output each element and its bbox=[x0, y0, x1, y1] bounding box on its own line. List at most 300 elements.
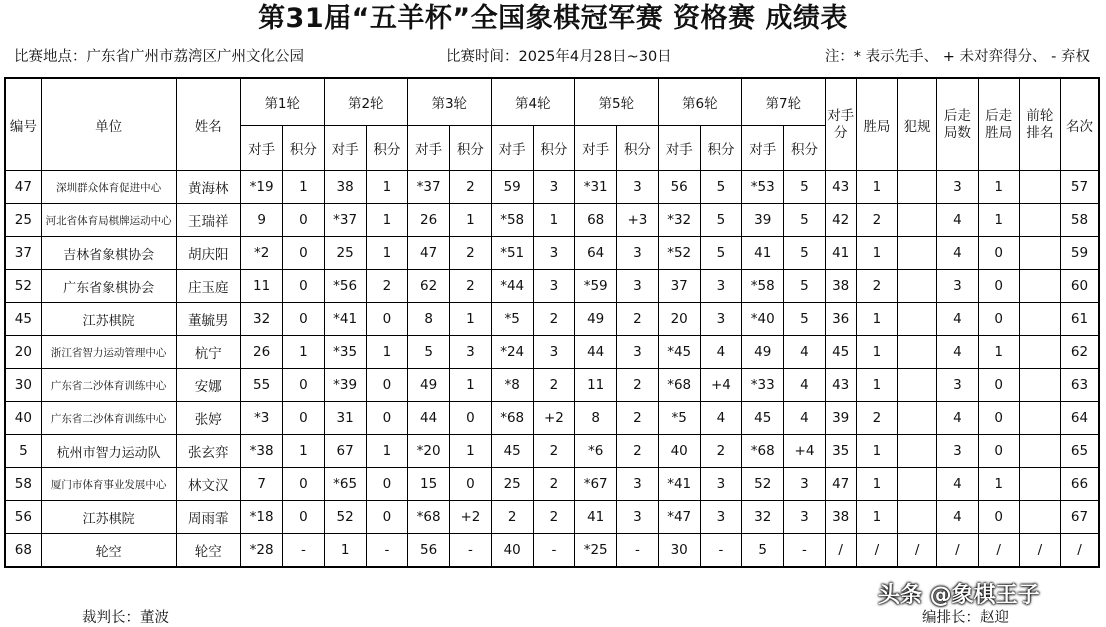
table-row bbox=[5, 336, 1099, 369]
round-4-opponent: 40 bbox=[491, 534, 533, 568]
opponent-score: / bbox=[825, 534, 856, 568]
header-points: 积分 bbox=[366, 126, 407, 171]
round-1-points: 0 bbox=[283, 501, 324, 534]
place: 61 bbox=[1061, 303, 1099, 336]
header-opponent: 对手 bbox=[575, 126, 617, 171]
player-number: 37 bbox=[5, 237, 41, 270]
opponent-score: 41 bbox=[825, 237, 856, 270]
header-fouls: 犯规 bbox=[898, 78, 937, 171]
black-wins: 0 bbox=[978, 435, 1019, 468]
round-6-opponent: *32 bbox=[658, 204, 700, 237]
watermark: 头条 @象棋王子 bbox=[878, 583, 1040, 608]
round-5-points: 3 bbox=[617, 171, 658, 204]
player-number: 25 bbox=[5, 204, 41, 237]
round-4-opponent: *24 bbox=[491, 336, 533, 369]
round-1-opponent: 55 bbox=[240, 369, 282, 402]
round-4-opponent: *68 bbox=[491, 402, 533, 435]
black-games: 3 bbox=[937, 369, 978, 402]
header-previous-rank: 前轮排名 bbox=[1019, 78, 1060, 171]
round-6-points: 3 bbox=[700, 303, 741, 336]
player-name: 胡庆阳 bbox=[176, 237, 240, 270]
previous-rank bbox=[1019, 237, 1060, 270]
player-unit: 广东省二沙体育训练中心 bbox=[41, 369, 176, 402]
round-3-opponent: 26 bbox=[408, 204, 450, 237]
round-1-opponent: 11 bbox=[240, 270, 282, 303]
previous-rank bbox=[1019, 204, 1060, 237]
header-unit: 单位 bbox=[41, 78, 176, 171]
round-6-points: 4 bbox=[700, 336, 741, 369]
table-row bbox=[5, 468, 1099, 501]
wins: 2 bbox=[856, 402, 897, 435]
header-points: 积分 bbox=[784, 126, 825, 171]
opponent-score: 42 bbox=[825, 204, 856, 237]
round-1-opponent: *2 bbox=[240, 237, 282, 270]
round-1-points: 1 bbox=[283, 435, 324, 468]
player-unit: 江苏棋院 bbox=[41, 501, 176, 534]
round-6-opponent: *41 bbox=[658, 468, 700, 501]
player-number: 56 bbox=[5, 501, 41, 534]
round-5-points: +3 bbox=[617, 204, 658, 237]
round-7-opponent: 41 bbox=[742, 237, 784, 270]
round-6-opponent: *68 bbox=[658, 369, 700, 402]
black-games: 4 bbox=[937, 336, 978, 369]
round-1-opponent: *18 bbox=[240, 501, 282, 534]
black-wins: 1 bbox=[978, 204, 1019, 237]
round-2-opponent: 1 bbox=[324, 534, 366, 568]
player-unit: 广东省二沙体育训练中心 bbox=[41, 402, 176, 435]
player-unit: 厦门市体育事业发展中心 bbox=[41, 468, 176, 501]
round-7-opponent: *53 bbox=[742, 171, 784, 204]
wins: 1 bbox=[856, 501, 897, 534]
fouls bbox=[898, 171, 937, 204]
header-points: 积分 bbox=[450, 126, 491, 171]
round-5-points: 2 bbox=[617, 435, 658, 468]
round-5-points: 3 bbox=[617, 501, 658, 534]
place: 58 bbox=[1061, 204, 1099, 237]
round-2-points: 0 bbox=[366, 501, 407, 534]
fouls: / bbox=[898, 534, 937, 568]
player-name: 周雨霏 bbox=[176, 501, 240, 534]
round-7-opponent: *68 bbox=[742, 435, 784, 468]
place: 64 bbox=[1061, 402, 1099, 435]
round-4-points: 2 bbox=[533, 303, 574, 336]
round-5-points: 3 bbox=[617, 270, 658, 303]
opponent-score: 39 bbox=[825, 402, 856, 435]
fouls bbox=[898, 435, 937, 468]
venue-info: 比赛地点：广东省广州市荔湾区广州文化公园 bbox=[14, 49, 304, 65]
table-row bbox=[5, 204, 1099, 237]
header-points: 积分 bbox=[533, 126, 574, 171]
round-6-points: 5 bbox=[700, 204, 741, 237]
round-1-opponent: 7 bbox=[240, 468, 282, 501]
table-row bbox=[5, 237, 1099, 270]
round-7-points: +4 bbox=[784, 435, 825, 468]
wins: 2 bbox=[856, 204, 897, 237]
round-6-opponent: *52 bbox=[658, 237, 700, 270]
black-games: / bbox=[937, 534, 978, 568]
round-3-points: - bbox=[450, 534, 491, 568]
round-2-opponent: 52 bbox=[324, 501, 366, 534]
previous-rank bbox=[1019, 468, 1060, 501]
round-3-points: 3 bbox=[450, 336, 491, 369]
player-name: 董毓男 bbox=[176, 303, 240, 336]
round-7-points: 4 bbox=[784, 336, 825, 369]
round-6-points: 5 bbox=[700, 237, 741, 270]
round-1-points: - bbox=[283, 534, 324, 568]
opponent-score: 47 bbox=[825, 468, 856, 501]
round-3-points: 2 bbox=[450, 171, 491, 204]
header-wins: 胜局 bbox=[856, 78, 897, 171]
round-4-points: 2 bbox=[533, 435, 574, 468]
round-3-opponent: 56 bbox=[408, 534, 450, 568]
opponent-score: 36 bbox=[825, 303, 856, 336]
opponent-score: 38 bbox=[825, 501, 856, 534]
round-7-opponent: 32 bbox=[742, 501, 784, 534]
round-2-opponent: *35 bbox=[324, 336, 366, 369]
round-7-points: 5 bbox=[784, 270, 825, 303]
fouls bbox=[898, 501, 937, 534]
place: 65 bbox=[1061, 435, 1099, 468]
place: 57 bbox=[1061, 171, 1099, 204]
round-5-opponent: 41 bbox=[575, 501, 617, 534]
round-5-opponent: *67 bbox=[575, 468, 617, 501]
round-2-points: 1 bbox=[366, 237, 407, 270]
round-5-opponent: 8 bbox=[575, 402, 617, 435]
round-6-opponent: *47 bbox=[658, 501, 700, 534]
round-3-opponent: 15 bbox=[408, 468, 450, 501]
round-7-opponent: 5 bbox=[742, 534, 784, 568]
player-name: 张婷 bbox=[176, 402, 240, 435]
round-4-points: 3 bbox=[533, 171, 574, 204]
wins: 2 bbox=[856, 270, 897, 303]
black-wins: 1 bbox=[978, 468, 1019, 501]
round-1-points: 0 bbox=[283, 237, 324, 270]
round-5-opponent: *25 bbox=[575, 534, 617, 568]
round-5-opponent: 64 bbox=[575, 237, 617, 270]
black-games: 4 bbox=[937, 303, 978, 336]
round-2-points: 2 bbox=[366, 270, 407, 303]
round-6-points: 3 bbox=[700, 468, 741, 501]
round-4-opponent: *51 bbox=[491, 237, 533, 270]
wins: / bbox=[856, 534, 897, 568]
round-7-opponent: *40 bbox=[742, 303, 784, 336]
round-6-points: 5 bbox=[700, 171, 741, 204]
previous-rank bbox=[1019, 270, 1060, 303]
black-wins: 1 bbox=[978, 336, 1019, 369]
round-5-opponent: 44 bbox=[575, 336, 617, 369]
round-3-points: 1 bbox=[450, 303, 491, 336]
black-wins: 0 bbox=[978, 237, 1019, 270]
round-1-points: 0 bbox=[283, 303, 324, 336]
round-4-opponent: 45 bbox=[491, 435, 533, 468]
round-6-points: +4 bbox=[700, 369, 741, 402]
player-number: 45 bbox=[5, 303, 41, 336]
black-wins: / bbox=[978, 534, 1019, 568]
player-number: 52 bbox=[5, 270, 41, 303]
black-wins: 0 bbox=[978, 369, 1019, 402]
opponent-score: 45 bbox=[825, 336, 856, 369]
round-6-opponent: 20 bbox=[658, 303, 700, 336]
previous-rank: / bbox=[1019, 534, 1060, 568]
player-name: 安娜 bbox=[176, 369, 240, 402]
black-games: 4 bbox=[937, 402, 978, 435]
wins: 1 bbox=[856, 468, 897, 501]
place: 63 bbox=[1061, 369, 1099, 402]
round-4-points: +2 bbox=[533, 402, 574, 435]
round-7-opponent: *33 bbox=[742, 369, 784, 402]
round-5-points: 2 bbox=[617, 402, 658, 435]
round-3-opponent: *68 bbox=[408, 501, 450, 534]
round-7-opponent: 45 bbox=[742, 402, 784, 435]
round-1-points: 0 bbox=[283, 270, 324, 303]
header-points: 积分 bbox=[283, 126, 324, 171]
player-unit: 杭州市智力运动队 bbox=[41, 435, 176, 468]
round-6-opponent: *45 bbox=[658, 336, 700, 369]
opponent-score: 43 bbox=[825, 369, 856, 402]
player-name: 林文汉 bbox=[176, 468, 240, 501]
round-6-opponent: 56 bbox=[658, 171, 700, 204]
round-1-points: 0 bbox=[283, 468, 324, 501]
place: 67 bbox=[1061, 501, 1099, 534]
round-3-points: 1 bbox=[450, 204, 491, 237]
player-number: 47 bbox=[5, 171, 41, 204]
wins: 1 bbox=[856, 369, 897, 402]
player-unit: 河北省体育局棋牌运动中心 bbox=[41, 204, 176, 237]
round-6-points: 3 bbox=[700, 501, 741, 534]
round-7-points: 4 bbox=[784, 369, 825, 402]
round-5-points: - bbox=[617, 534, 658, 568]
previous-rank bbox=[1019, 501, 1060, 534]
black-games: 4 bbox=[937, 468, 978, 501]
round-3-opponent: 8 bbox=[408, 303, 450, 336]
round-7-opponent: 39 bbox=[742, 204, 784, 237]
wins: 1 bbox=[856, 171, 897, 204]
player-unit: 浙江省智力运动管理中心 bbox=[41, 336, 176, 369]
round-2-points: 1 bbox=[366, 336, 407, 369]
player-unit: 吉林省象棋协会 bbox=[41, 237, 176, 270]
round-5-points: 3 bbox=[617, 237, 658, 270]
round-7-opponent: 49 bbox=[742, 336, 784, 369]
results-body bbox=[5, 171, 1099, 568]
opponent-score: 43 bbox=[825, 171, 856, 204]
round-3-points: +2 bbox=[450, 501, 491, 534]
round-4-opponent: *5 bbox=[491, 303, 533, 336]
round-2-points: 0 bbox=[366, 369, 407, 402]
black-games: 4 bbox=[937, 204, 978, 237]
round-6-points: - bbox=[700, 534, 741, 568]
black-wins: 1 bbox=[978, 171, 1019, 204]
fouls bbox=[898, 369, 937, 402]
header-black-wins: 后走胜局 bbox=[978, 78, 1019, 171]
round-5-opponent: *31 bbox=[575, 171, 617, 204]
round-7-points: 3 bbox=[784, 501, 825, 534]
round-5-opponent: 49 bbox=[575, 303, 617, 336]
header-place: 名次 bbox=[1061, 78, 1099, 171]
player-name: 张玄弈 bbox=[176, 435, 240, 468]
round-1-opponent: *19 bbox=[240, 171, 282, 204]
round-6-opponent: 37 bbox=[658, 270, 700, 303]
opponent-score: 38 bbox=[825, 270, 856, 303]
player-unit: 深圳群众体育促进中心 bbox=[41, 171, 176, 204]
round-3-opponent: 62 bbox=[408, 270, 450, 303]
round-1-points: 0 bbox=[283, 204, 324, 237]
player-number: 5 bbox=[5, 435, 41, 468]
round-1-points: 1 bbox=[283, 171, 324, 204]
round-3-opponent: 5 bbox=[408, 336, 450, 369]
header-round-6: 第6轮 bbox=[658, 78, 742, 126]
round-2-opponent: 67 bbox=[324, 435, 366, 468]
previous-rank bbox=[1019, 171, 1060, 204]
header-opponent: 对手 bbox=[742, 126, 784, 171]
round-1-points: 0 bbox=[283, 402, 324, 435]
round-2-points: 1 bbox=[366, 435, 407, 468]
wins: 1 bbox=[856, 237, 897, 270]
black-wins: 0 bbox=[978, 402, 1019, 435]
black-wins: 0 bbox=[978, 501, 1019, 534]
round-5-opponent: 68 bbox=[575, 204, 617, 237]
player-number: 30 bbox=[5, 369, 41, 402]
place: / bbox=[1061, 534, 1099, 568]
black-games: 3 bbox=[937, 435, 978, 468]
round-5-opponent: 11 bbox=[575, 369, 617, 402]
fouls bbox=[898, 402, 937, 435]
legend-note: 注：* 表示先手、 + 未对弈得分、 - 弃权 bbox=[824, 49, 1090, 65]
round-7-points: 5 bbox=[784, 204, 825, 237]
fouls bbox=[898, 270, 937, 303]
black-games: 4 bbox=[937, 237, 978, 270]
player-number: 40 bbox=[5, 402, 41, 435]
round-2-points: 0 bbox=[366, 402, 407, 435]
round-1-opponent: *28 bbox=[240, 534, 282, 568]
header-round-4: 第4轮 bbox=[491, 78, 575, 126]
fouls bbox=[898, 237, 937, 270]
round-4-opponent: *58 bbox=[491, 204, 533, 237]
header-round-2: 第2轮 bbox=[324, 78, 408, 126]
round-5-opponent: *6 bbox=[575, 435, 617, 468]
black-wins: 0 bbox=[978, 270, 1019, 303]
round-3-points: 2 bbox=[450, 270, 491, 303]
round-3-opponent: *20 bbox=[408, 435, 450, 468]
round-1-opponent: *38 bbox=[240, 435, 282, 468]
table-row bbox=[5, 270, 1099, 303]
black-games: 3 bbox=[937, 171, 978, 204]
place: 60 bbox=[1061, 270, 1099, 303]
date-info: 比赛时间：2025年4月28日~30日 bbox=[446, 49, 672, 65]
header-points: 积分 bbox=[700, 126, 741, 171]
round-7-points: 4 bbox=[784, 402, 825, 435]
wins: 1 bbox=[856, 303, 897, 336]
round-5-points: 3 bbox=[617, 468, 658, 501]
round-1-opponent: 26 bbox=[240, 336, 282, 369]
results-table bbox=[4, 77, 1100, 568]
fouls bbox=[898, 303, 937, 336]
round-3-points: 0 bbox=[450, 402, 491, 435]
previous-rank bbox=[1019, 369, 1060, 402]
round-6-points: 2 bbox=[700, 435, 741, 468]
header-opponent: 对手 bbox=[240, 126, 282, 171]
round-4-opponent: *44 bbox=[491, 270, 533, 303]
table-row bbox=[5, 303, 1099, 336]
round-3-points: 1 bbox=[450, 369, 491, 402]
round-4-points: 2 bbox=[533, 369, 574, 402]
page-title: 第31届“五羊杯”全国象棋冠军赛 资格赛 成绩表 bbox=[258, 3, 848, 34]
round-6-opponent: 40 bbox=[658, 435, 700, 468]
round-4-points: 3 bbox=[533, 237, 574, 270]
round-5-points: 2 bbox=[617, 369, 658, 402]
round-7-points: 5 bbox=[784, 237, 825, 270]
round-2-opponent: *65 bbox=[324, 468, 366, 501]
round-3-opponent: *37 bbox=[408, 171, 450, 204]
round-2-points: 1 bbox=[366, 204, 407, 237]
round-7-opponent: 52 bbox=[742, 468, 784, 501]
round-6-points: 3 bbox=[700, 270, 741, 303]
round-3-opponent: 47 bbox=[408, 237, 450, 270]
player-name: 黄海林 bbox=[176, 171, 240, 204]
round-5-opponent: *59 bbox=[575, 270, 617, 303]
round-7-points: 3 bbox=[784, 468, 825, 501]
round-1-opponent: *3 bbox=[240, 402, 282, 435]
table-row bbox=[5, 501, 1099, 534]
round-2-opponent: *56 bbox=[324, 270, 366, 303]
round-2-opponent: *41 bbox=[324, 303, 366, 336]
header-round-1: 第1轮 bbox=[240, 78, 324, 126]
wins: 1 bbox=[856, 435, 897, 468]
header-name: 姓名 bbox=[176, 78, 240, 171]
fouls bbox=[898, 204, 937, 237]
round-2-opponent: 31 bbox=[324, 402, 366, 435]
previous-rank bbox=[1019, 303, 1060, 336]
table-row bbox=[5, 435, 1099, 468]
chief-arranger: 编排长：赵迎 bbox=[922, 610, 1009, 626]
round-3-opponent: 49 bbox=[408, 369, 450, 402]
table-row bbox=[5, 171, 1099, 204]
header-round-7: 第7轮 bbox=[742, 78, 826, 126]
round-6-points: 4 bbox=[700, 402, 741, 435]
round-2-opponent: *39 bbox=[324, 369, 366, 402]
round-7-points: 5 bbox=[784, 171, 825, 204]
round-3-points: 1 bbox=[450, 435, 491, 468]
round-4-points: 2 bbox=[533, 468, 574, 501]
round-2-opponent: 25 bbox=[324, 237, 366, 270]
header-opponent: 对手 bbox=[491, 126, 533, 171]
round-4-points: 1 bbox=[533, 204, 574, 237]
header-opponent: 对手 bbox=[324, 126, 366, 171]
header-opponent-score: 对手分 bbox=[825, 78, 856, 171]
player-name: 王瑞祥 bbox=[176, 204, 240, 237]
round-4-opponent: *8 bbox=[491, 369, 533, 402]
round-5-points: 3 bbox=[617, 336, 658, 369]
fouls bbox=[898, 336, 937, 369]
round-2-opponent: *37 bbox=[324, 204, 366, 237]
round-4-points: 2 bbox=[533, 501, 574, 534]
round-2-points: 1 bbox=[366, 171, 407, 204]
round-4-points: 3 bbox=[533, 270, 574, 303]
place: 62 bbox=[1061, 336, 1099, 369]
round-7-points: - bbox=[784, 534, 825, 568]
header-round-5: 第5轮 bbox=[575, 78, 659, 126]
player-unit: 广东省象棋协会 bbox=[41, 270, 176, 303]
round-4-opponent: 25 bbox=[491, 468, 533, 501]
table-row bbox=[5, 534, 1099, 568]
round-1-points: 0 bbox=[283, 369, 324, 402]
place: 66 bbox=[1061, 468, 1099, 501]
place: 59 bbox=[1061, 237, 1099, 270]
round-2-opponent: 38 bbox=[324, 171, 366, 204]
player-number: 58 bbox=[5, 468, 41, 501]
round-7-points: 5 bbox=[784, 303, 825, 336]
round-6-opponent: *5 bbox=[658, 402, 700, 435]
wins: 1 bbox=[856, 336, 897, 369]
